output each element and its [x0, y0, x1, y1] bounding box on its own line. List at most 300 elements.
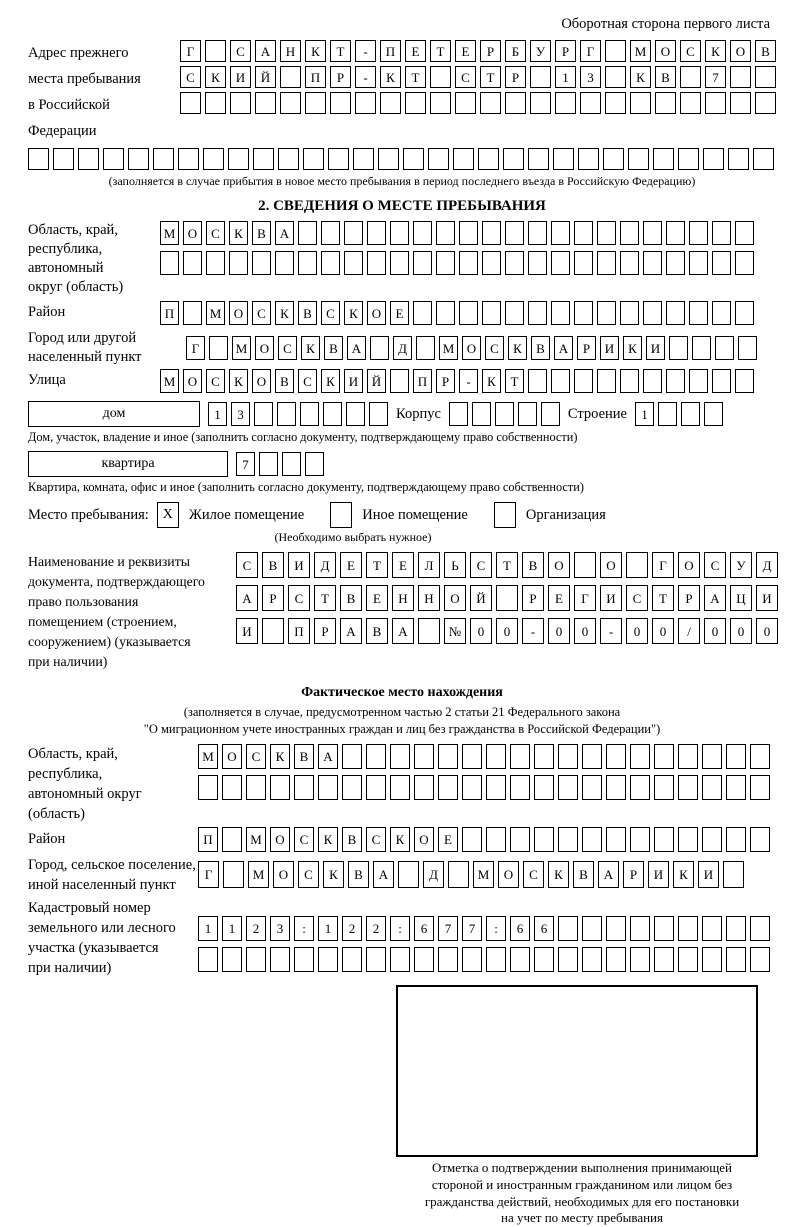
char-cell: Р: [436, 369, 455, 393]
char-cell: [328, 148, 349, 170]
region-row-1: [160, 221, 754, 245]
char-cell: 7: [236, 452, 255, 476]
char-cell: О: [270, 827, 290, 852]
cadastral-label: Кадастровый номер земельного или лесного участка (указывается при наличии): [28, 899, 176, 976]
previous-address-block: [28, 40, 776, 144]
char-cell: С: [366, 827, 386, 852]
char-cell: К: [623, 336, 642, 360]
char-cell: [574, 369, 593, 393]
char-cell: [300, 402, 319, 426]
char-cell: [298, 221, 317, 245]
char-cell: [355, 92, 376, 114]
char-cell: [578, 148, 599, 170]
char-cell: К: [344, 301, 363, 325]
char-cell: О: [444, 585, 466, 611]
char-cell: -: [355, 66, 376, 88]
char-cell: [366, 744, 386, 769]
char-cell: П: [198, 827, 218, 852]
char-cell: К: [205, 66, 226, 88]
char-cell: Г: [186, 336, 205, 360]
previous-address-label: Адрес прежнего места пребывания в Российской Федерации: [28, 45, 141, 139]
char-cell: Р: [678, 585, 700, 611]
char-cell: О: [273, 861, 294, 888]
char-cell: [344, 251, 363, 275]
char-cell: [510, 827, 530, 852]
char-cell: [246, 947, 266, 972]
char-cell: В: [755, 40, 776, 62]
apartment-block: [28, 451, 776, 477]
char-cell: [678, 947, 698, 972]
char-cell: О: [600, 552, 622, 578]
house-caption: Дом, участок, владение и иное (заполнить согласно документу, подтверждающему право собственности): [28, 430, 578, 444]
char-cell: К: [270, 744, 290, 769]
char-cell: 1: [222, 916, 242, 941]
char-cell: Д: [393, 336, 412, 360]
char-cell: [478, 148, 499, 170]
char-cell: И: [600, 336, 619, 360]
char-cell: [558, 744, 578, 769]
district-row: [160, 301, 754, 325]
char-cell: [413, 251, 432, 275]
cadastral-block: [28, 898, 776, 978]
char-cell: [666, 221, 685, 245]
char-cell: [416, 336, 435, 360]
char-cell: Е: [340, 552, 362, 578]
char-cell: [298, 251, 317, 275]
char-cell: [553, 148, 574, 170]
char-cell: К: [275, 301, 294, 325]
stay-type-note: (Необходимо выбрать нужное): [274, 530, 432, 544]
char-cell: [275, 251, 294, 275]
char-cell: [472, 402, 491, 426]
char-cell: [448, 861, 469, 888]
char-cell: В: [522, 552, 544, 578]
char-cell: М: [160, 369, 179, 393]
char-cell: [323, 402, 342, 426]
char-cell: К: [508, 336, 527, 360]
char-cell: [712, 221, 731, 245]
char-cell: [703, 148, 724, 170]
char-cell: С: [278, 336, 297, 360]
document-label: Наименование и реквизиты документа, подтверждающего право пользования помещением (строением, сооружением) (указывается при наличии): [28, 554, 205, 669]
char-cell: [414, 947, 434, 972]
char-cell: С: [470, 552, 492, 578]
char-cell: Т: [480, 66, 501, 88]
char-cell: [259, 452, 278, 476]
char-cell: 7: [438, 916, 458, 941]
char-cell: Т: [496, 552, 518, 578]
char-cell: О: [252, 369, 271, 393]
char-cell: [183, 301, 202, 325]
char-cell: [254, 402, 273, 426]
char-cell: Д: [314, 552, 336, 578]
region-block: [28, 221, 776, 297]
char-cell: [606, 916, 626, 941]
char-cell: [534, 744, 554, 769]
char-cell: [277, 402, 296, 426]
char-cell: [541, 402, 560, 426]
char-cell: С: [704, 552, 726, 578]
char-cell: Г: [580, 40, 601, 62]
previous-address-row-4: [28, 148, 776, 170]
char-cell: В: [252, 221, 271, 245]
char-cell: М: [246, 827, 266, 852]
apartment-caption: Квартира, комната, офис и иное (заполнить согласно документу, подтверждающему право собственности): [28, 480, 584, 494]
char-cell: [680, 92, 701, 114]
char-cell: 2: [366, 916, 386, 941]
char-cell: [654, 827, 674, 852]
char-cell: О: [183, 221, 202, 245]
char-cell: Р: [505, 66, 526, 88]
char-cell: [405, 92, 426, 114]
char-cell: [282, 452, 301, 476]
char-cell: [726, 947, 746, 972]
char-cell: [712, 369, 731, 393]
char-cell: В: [531, 336, 550, 360]
previous-address-row-2: [180, 66, 776, 88]
char-cell: [528, 369, 547, 393]
char-cell: [555, 92, 576, 114]
char-cell: [367, 221, 386, 245]
char-cell: [534, 775, 554, 800]
char-cell: [606, 827, 626, 852]
char-cell: Т: [330, 40, 351, 62]
char-cell: Е: [455, 40, 476, 62]
char-cell: [551, 221, 570, 245]
char-cell: [654, 775, 674, 800]
previous-address-row-3: [180, 92, 776, 114]
char-cell: [178, 148, 199, 170]
stay-type-checkbox-residential: X: [157, 502, 179, 528]
confirmation-stamp-box: [396, 985, 758, 1157]
char-cell: [603, 148, 624, 170]
char-cell: [252, 251, 271, 275]
stay-type-option-other: Иное помещение: [362, 506, 468, 523]
char-cell: О: [222, 744, 242, 769]
char-cell: [730, 92, 751, 114]
char-cell: [78, 148, 99, 170]
char-cell: К: [305, 40, 326, 62]
char-cell: [666, 251, 685, 275]
char-cell: -: [459, 369, 478, 393]
char-cell: Й: [255, 66, 276, 88]
char-cell: -: [600, 618, 622, 644]
char-cell: [436, 251, 455, 275]
char-cell: [643, 251, 662, 275]
char-cell: Б: [505, 40, 526, 62]
char-cell: 1: [208, 402, 227, 426]
previous-address-row-1: [180, 40, 776, 62]
char-cell: [198, 775, 218, 800]
char-cell: [346, 402, 365, 426]
char-cell: [530, 66, 551, 88]
char-cell: О: [678, 552, 700, 578]
char-cell: [303, 148, 324, 170]
char-cell: [738, 336, 757, 360]
actual-region-row-1: [198, 744, 770, 769]
char-cell: Н: [280, 40, 301, 62]
char-cell: [205, 40, 226, 62]
char-cell: Р: [555, 40, 576, 62]
char-cell: К: [380, 66, 401, 88]
char-cell: -: [522, 618, 544, 644]
char-cell: [390, 744, 410, 769]
char-cell: С: [680, 40, 701, 62]
char-cell: [630, 744, 650, 769]
char-cell: [414, 744, 434, 769]
char-cell: [620, 301, 639, 325]
char-cell: Ц: [730, 585, 752, 611]
char-cell: П: [288, 618, 310, 644]
char-cell: [278, 148, 299, 170]
char-cell: :: [486, 916, 506, 941]
char-cell: [582, 775, 602, 800]
street-block: [28, 369, 776, 393]
char-cell: В: [655, 66, 676, 88]
char-cell: А: [255, 40, 276, 62]
char-cell: [551, 251, 570, 275]
char-cell: С: [230, 40, 251, 62]
district-label: Район: [28, 304, 66, 321]
stay-type-option-organization: Организация: [525, 506, 606, 523]
char-cell: Т: [505, 369, 524, 393]
char-cell: [430, 66, 451, 88]
char-cell: [370, 336, 389, 360]
char-cell: [702, 947, 722, 972]
char-cell: М: [232, 336, 251, 360]
char-cell: [753, 148, 774, 170]
char-cell: О: [367, 301, 386, 325]
char-cell: А: [598, 861, 619, 888]
char-cell: [270, 947, 290, 972]
char-cell: В: [340, 585, 362, 611]
char-cell: [534, 947, 554, 972]
char-cell: [643, 369, 662, 393]
char-cell: [280, 66, 301, 88]
char-cell: П: [160, 301, 179, 325]
char-cell: [436, 221, 455, 245]
char-cell: [558, 827, 578, 852]
char-cell: У: [730, 552, 752, 578]
char-cell: [462, 775, 482, 800]
char-cell: [692, 336, 711, 360]
char-cell: №: [444, 618, 466, 644]
char-cell: [626, 552, 648, 578]
char-cell: [505, 92, 526, 114]
char-cell: [702, 827, 722, 852]
char-cell: [505, 301, 524, 325]
char-cell: [462, 744, 482, 769]
char-cell: [705, 92, 726, 114]
char-cell: [222, 827, 242, 852]
char-cell: [455, 92, 476, 114]
char-cell: 7: [705, 66, 726, 88]
actual-region-grid: [198, 744, 770, 800]
char-cell: С: [206, 369, 225, 393]
char-cell: [428, 148, 449, 170]
char-cell: [305, 92, 326, 114]
char-cell: [510, 775, 530, 800]
char-cell: [689, 221, 708, 245]
char-cell: О: [655, 40, 676, 62]
char-cell: [597, 221, 616, 245]
char-cell: [528, 221, 547, 245]
char-cell: [496, 585, 518, 611]
char-cell: А: [704, 585, 726, 611]
char-cell: 2: [342, 916, 362, 941]
char-cell: [728, 148, 749, 170]
char-cell: [726, 916, 746, 941]
document-grid: [236, 552, 778, 644]
region-label: Область, край, республика, автономный округ (область): [28, 222, 124, 295]
char-cell: Е: [390, 301, 409, 325]
char-cell: [712, 301, 731, 325]
actual-district-row: [198, 827, 770, 852]
char-cell: [702, 916, 722, 941]
char-cell: Й: [367, 369, 386, 393]
char-cell: И: [698, 861, 719, 888]
char-cell: [518, 402, 537, 426]
char-cell: М: [630, 40, 651, 62]
char-cell: [628, 148, 649, 170]
previous-address-note: (заполняется в случае прибытия в новое место пребывания в период последнего въезда в Российскую Федерацию): [108, 174, 696, 188]
actual-location-note: (заполняется в случае, предусмотренном частью 2 статьи 21 Федерального закона "О миграционном учете иностранных граждан и лиц без гражданства в Российской Федерации"): [143, 705, 661, 736]
char-cell: [128, 148, 149, 170]
char-cell: [103, 148, 124, 170]
apartment-cells: [236, 452, 324, 476]
char-cell: [344, 221, 363, 245]
char-cell: [750, 775, 770, 800]
char-cell: Т: [314, 585, 336, 611]
char-cell: [750, 827, 770, 852]
char-cell: И: [646, 336, 665, 360]
actual-district-label: Район: [28, 830, 66, 847]
char-cell: [597, 369, 616, 393]
char-cell: К: [630, 66, 651, 88]
char-cell: [654, 744, 674, 769]
char-cell: К: [482, 369, 501, 393]
char-cell: [438, 775, 458, 800]
region-row-2: [160, 251, 754, 275]
char-cell: М: [206, 301, 225, 325]
char-cell: [551, 369, 570, 393]
char-cell: [678, 148, 699, 170]
char-cell: [666, 301, 685, 325]
char-cell: [390, 775, 410, 800]
char-cell: [330, 92, 351, 114]
char-cell: [206, 251, 225, 275]
stay-type-option-residential: Жилое помещение: [188, 506, 305, 523]
char-cell: [486, 744, 506, 769]
char-cell: [366, 947, 386, 972]
char-cell: Г: [198, 861, 219, 888]
char-cell: [689, 301, 708, 325]
char-cell: [205, 92, 226, 114]
char-cell: [755, 92, 776, 114]
char-cell: Т: [405, 66, 426, 88]
char-cell: [294, 947, 314, 972]
actual-district-block: [28, 827, 776, 852]
char-cell: [715, 336, 734, 360]
char-cell: И: [600, 585, 622, 611]
char-cell: [228, 148, 249, 170]
char-cell: [367, 251, 386, 275]
char-cell: [558, 775, 578, 800]
char-cell: 0: [626, 618, 648, 644]
document-row-3: [236, 618, 778, 644]
char-cell: 0: [704, 618, 726, 644]
char-cell: Г: [652, 552, 674, 578]
char-cell: С: [626, 585, 648, 611]
char-cell: [653, 148, 674, 170]
char-cell: М: [439, 336, 458, 360]
char-cell: [620, 221, 639, 245]
char-cell: [750, 744, 770, 769]
char-cell: [305, 452, 324, 476]
document-row-1: [236, 552, 778, 578]
district-block: [28, 301, 776, 325]
char-cell: А: [373, 861, 394, 888]
char-cell: 3: [231, 402, 250, 426]
char-cell: [658, 402, 677, 426]
char-cell: [390, 947, 410, 972]
char-cell: И: [230, 66, 251, 88]
char-cell: [606, 744, 626, 769]
char-cell: [630, 92, 651, 114]
char-cell: О: [730, 40, 751, 62]
char-cell: А: [554, 336, 573, 360]
char-cell: [582, 916, 602, 941]
char-cell: К: [323, 861, 344, 888]
char-cell: [390, 369, 409, 393]
char-cell: К: [229, 369, 248, 393]
char-cell: О: [255, 336, 274, 360]
char-cell: [229, 251, 248, 275]
char-cell: [246, 775, 266, 800]
char-cell: [680, 66, 701, 88]
char-cell: [280, 92, 301, 114]
char-cell: [574, 301, 593, 325]
char-cell: В: [324, 336, 343, 360]
char-cell: 0: [496, 618, 518, 644]
char-cell: Р: [480, 40, 501, 62]
char-cell: [294, 775, 314, 800]
char-cell: О: [414, 827, 434, 852]
char-cell: [666, 369, 685, 393]
char-cell: [654, 916, 674, 941]
char-cell: Й: [470, 585, 492, 611]
korpus-label: Корпус: [396, 406, 441, 422]
stay-type-label: Место пребывания:: [28, 506, 149, 523]
char-cell: [620, 369, 639, 393]
char-cell: -: [355, 40, 376, 62]
char-cell: [582, 827, 602, 852]
char-cell: И: [756, 585, 778, 611]
char-cell: [430, 92, 451, 114]
char-cell: [222, 947, 242, 972]
char-cell: О: [462, 336, 481, 360]
char-cell: [528, 251, 547, 275]
char-cell: [255, 92, 276, 114]
char-cell: Р: [330, 66, 351, 88]
char-cell: [180, 92, 201, 114]
char-cell: 1: [318, 916, 338, 941]
char-cell: А: [318, 744, 338, 769]
char-cell: [597, 251, 616, 275]
actual-location-title: Фактическое место нахождения: [301, 685, 503, 700]
char-cell: Г: [180, 40, 201, 62]
char-cell: С: [206, 221, 225, 245]
